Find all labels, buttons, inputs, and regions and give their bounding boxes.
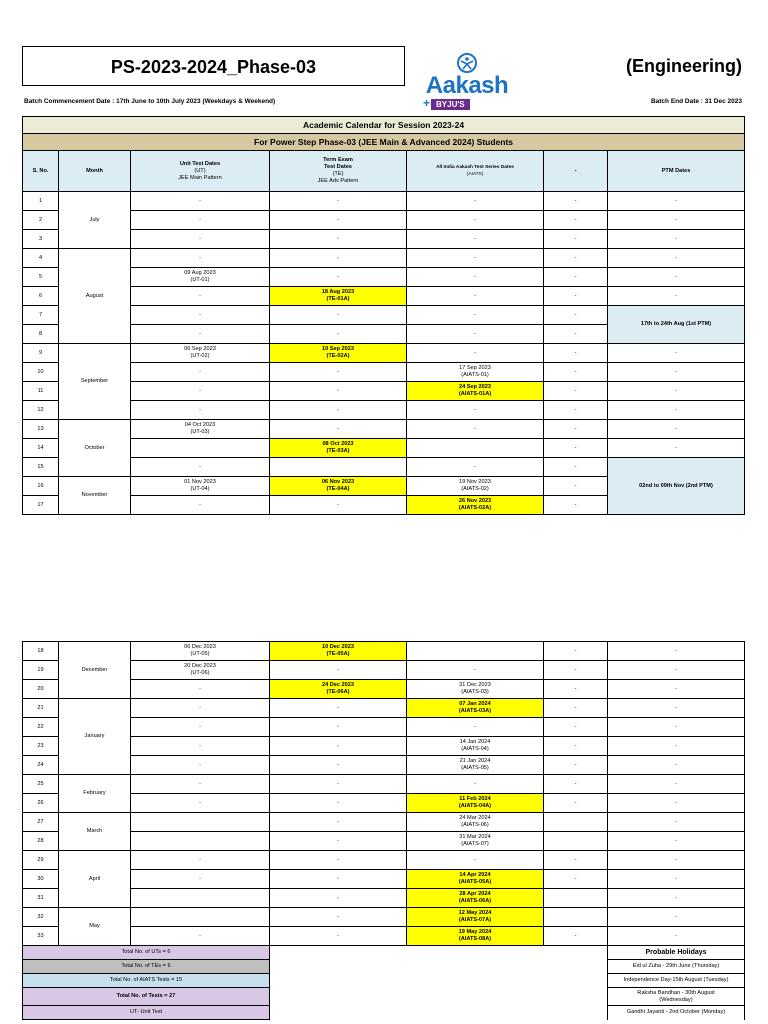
serial-number-cell: 3 xyxy=(23,230,59,249)
unit-test-cell: - xyxy=(131,756,270,775)
term-exam-cell: - xyxy=(270,794,407,813)
summary-cell: Total No. of TEs = 6 xyxy=(23,960,270,974)
aiats-cell: - xyxy=(407,192,544,211)
term-exam-cell: - xyxy=(270,813,407,832)
table-row xyxy=(23,249,745,268)
blank-column-cell: - xyxy=(544,382,608,401)
unit-test-cell: - xyxy=(131,699,270,718)
table-row xyxy=(23,439,745,458)
serial-number-cell: 33 xyxy=(23,927,59,946)
table-row xyxy=(23,851,745,870)
aiats-cell: 24 Sep 2023 (AIATS-01A) xyxy=(407,382,544,401)
aiats-cell: 28 Apr 2024 (AIATS-06A) xyxy=(407,889,544,908)
term-exam-cell: - xyxy=(270,699,407,718)
blank-column-cell: - xyxy=(544,699,608,718)
ptm-cell: - xyxy=(608,249,745,268)
ptm-cell: - xyxy=(608,439,745,458)
aiats-cell: - xyxy=(407,718,544,737)
blank-column-cell: - xyxy=(544,306,608,325)
calendar-subtitle: For Power Step Phase-03 (JEE Main & Advanced 2024) Students xyxy=(23,134,745,151)
serial-number-cell: 31 xyxy=(23,889,59,908)
blank-column-cell: - xyxy=(544,737,608,756)
blank-column-cell: - xyxy=(544,268,608,287)
table-row xyxy=(23,737,745,756)
serial-number-cell: 9 xyxy=(23,344,59,363)
unit-test-cell: - xyxy=(131,870,270,889)
serial-number-cell: 6 xyxy=(23,287,59,306)
ptm-cell: - xyxy=(608,661,745,680)
term-exam-cell: - xyxy=(270,661,407,680)
serial-number-cell: 24 xyxy=(23,756,59,775)
aiats-cell: 19 Nov 2023 (AIATS-02) xyxy=(407,477,544,496)
ptm-cell: - xyxy=(608,382,745,401)
unit-test-cell: - xyxy=(131,382,270,401)
aiats-cell: - xyxy=(407,325,544,344)
aiats-cell: 07 Jan 2024 (AIATS-03A) xyxy=(407,699,544,718)
table-row xyxy=(23,927,745,946)
unit-test-cell: 06 Dec 2023 (UT-05) xyxy=(131,642,270,661)
term-exam-cell: - xyxy=(270,268,407,287)
term-exam-cell: - xyxy=(270,851,407,870)
term-exam-cell: 06 Nov 2023 (TE-04A) xyxy=(270,477,407,496)
serial-number-cell: 18 xyxy=(23,642,59,661)
term-exam-cell: - xyxy=(270,306,407,325)
summary-blank-area xyxy=(270,946,608,1020)
logo-byjus: BYJU'S xyxy=(431,99,470,110)
serial-number-cell: 8 xyxy=(23,325,59,344)
aiats-cell: - xyxy=(407,661,544,680)
serial-number-cell: 22 xyxy=(23,718,59,737)
aakash-logo xyxy=(407,52,527,116)
serial-number-cell: 5 xyxy=(23,268,59,287)
ptm-cell: - xyxy=(608,718,745,737)
unit-test-cell: - xyxy=(131,325,270,344)
col-header-ut: Unit Test Dates (UT) JEE Main Pattern xyxy=(131,151,270,192)
blank-column-cell: - xyxy=(544,756,608,775)
serial-number-cell: 32 xyxy=(23,908,59,927)
aiats-cell: 26 Nov 2023 (AIATS-02A) xyxy=(407,496,544,515)
blank-column-cell: - xyxy=(544,325,608,344)
serial-number-cell: 29 xyxy=(23,851,59,870)
logo-plus: + xyxy=(423,96,431,110)
term-exam-cell: - xyxy=(270,756,407,775)
unit-test-cell: - xyxy=(131,249,270,268)
ptm-cell: - xyxy=(608,889,745,908)
month-cell: September xyxy=(59,344,131,420)
summary-cell: UT- Unit Test xyxy=(23,1006,270,1020)
blank-column-cell: - xyxy=(544,211,608,230)
term-exam-cell: - xyxy=(270,249,407,268)
unit-test-cell: - xyxy=(131,718,270,737)
unit-test-cell xyxy=(131,832,270,851)
aiats-cell: - xyxy=(407,287,544,306)
serial-number-cell: 21 xyxy=(23,699,59,718)
col-header-month: Month xyxy=(59,151,131,192)
blank-column-cell xyxy=(544,813,608,832)
ptm-cell: - xyxy=(608,642,745,661)
blank-column-cell: - xyxy=(544,192,608,211)
ptm-cell: - xyxy=(608,870,745,889)
document-title: PS-2023-2024_Phase-03 xyxy=(22,46,405,86)
ptm-cell: - xyxy=(608,344,745,363)
table-row xyxy=(23,661,745,680)
aiats-cell: 17 Sep 2023 (AIATS-01) xyxy=(407,363,544,382)
serial-number-cell: 1 xyxy=(23,192,59,211)
calendar-table-top xyxy=(22,116,745,515)
aiats-cell: - xyxy=(407,458,544,477)
unit-test-cell: - xyxy=(131,363,270,382)
serial-number-cell: 28 xyxy=(23,832,59,851)
serial-number-cell: 14 xyxy=(23,439,59,458)
blank-column-cell: - xyxy=(544,287,608,306)
unit-test-cell: - xyxy=(131,496,270,515)
ptm-dates-cell: 17th to 24th Aug (1st PTM) xyxy=(608,306,745,344)
serial-number-cell: 27 xyxy=(23,813,59,832)
term-exam-cell: - xyxy=(270,737,407,756)
holiday-cell: Raksha Bandhan - 30th August (Wednesday) xyxy=(608,988,745,1006)
month-cell: May xyxy=(59,908,131,946)
blank-column-cell: - xyxy=(544,794,608,813)
unit-test-cell: - xyxy=(131,458,270,477)
aiats-cell: - xyxy=(407,401,544,420)
aiats-cell xyxy=(407,642,544,661)
aiats-cell: 24 Mar 2024 (AIATS-06) xyxy=(407,813,544,832)
serial-number-cell: 13 xyxy=(23,420,59,439)
ptm-cell: - xyxy=(608,363,745,382)
aiats-cell: - xyxy=(407,420,544,439)
table-row xyxy=(23,382,745,401)
blank-column-cell xyxy=(544,832,608,851)
blank-column-cell: - xyxy=(544,718,608,737)
ptm-cell: - xyxy=(608,775,745,794)
col-header-sno: S. No. xyxy=(23,151,59,192)
table-row xyxy=(23,268,745,287)
serial-number-cell: 2 xyxy=(23,211,59,230)
term-exam-cell: 10 Dec 2023 (TE-05A) xyxy=(270,642,407,661)
unit-test-cell: - xyxy=(131,680,270,699)
term-exam-cell: - xyxy=(270,718,407,737)
ptm-cell: - xyxy=(608,851,745,870)
aiats-cell: 21 Jan 2024 (AIATS-05) xyxy=(407,756,544,775)
aiats-cell: - xyxy=(407,249,544,268)
calendar-title: Academic Calendar for Session 2023-24 xyxy=(23,117,745,134)
term-exam-cell: - xyxy=(270,363,407,382)
holiday-cell: Gandhi Jayanti - 2nd October (Monday) xyxy=(608,1006,745,1020)
month-cell: November xyxy=(59,477,131,515)
aiats-cell: 11 Feb 2024 (AIATS-04A) xyxy=(407,794,544,813)
term-exam-cell: - xyxy=(270,420,407,439)
blank-column-cell: - xyxy=(544,363,608,382)
table-row xyxy=(23,287,745,306)
unit-test-cell: 04 Oct 2023 (UT-03) xyxy=(131,420,270,439)
table-row xyxy=(23,192,745,211)
table-row xyxy=(23,832,745,851)
ptm-cell: - xyxy=(608,699,745,718)
stream-label: (Engineering) xyxy=(626,56,742,76)
summary-row xyxy=(23,946,745,960)
holiday-cell: Eid ul Zuha - 29th June (Thursday) xyxy=(608,960,745,974)
aiats-cell: 14 Apr 2024 (AIATS-05A) xyxy=(407,870,544,889)
serial-number-cell: 15 xyxy=(23,458,59,477)
term-exam-cell xyxy=(270,458,407,477)
unit-test-cell: 20 Dec 2023 (UT-06) xyxy=(131,661,270,680)
blank-column-cell: - xyxy=(544,870,608,889)
blank-column-cell xyxy=(544,908,608,927)
col-header-te: Term Exam Test Dates (TE) JEE Adv Pattern xyxy=(270,151,407,192)
table-row xyxy=(23,794,745,813)
serial-number-cell: 7 xyxy=(23,306,59,325)
serial-number-cell: 20 xyxy=(23,680,59,699)
table-row xyxy=(23,420,745,439)
serial-number-cell: 16 xyxy=(23,477,59,496)
col-header-blank: - xyxy=(544,151,608,192)
term-exam-cell: - xyxy=(270,325,407,344)
serial-number-cell: 10 xyxy=(23,363,59,382)
serial-number-cell: 25 xyxy=(23,775,59,794)
batch-end-date: Batch End Date : 31 Dec 2023 xyxy=(650,98,742,105)
unit-test-cell: 01 Nov 2023 (UT-04) xyxy=(131,477,270,496)
unit-test-cell: 09 Aug 2023 (UT-01) xyxy=(131,268,270,287)
table-row xyxy=(23,889,745,908)
ptm-cell: - xyxy=(608,211,745,230)
month-cell: July xyxy=(59,192,131,249)
unit-test-cell xyxy=(131,908,270,927)
ptm-cell: - xyxy=(608,794,745,813)
summary-cell: Total No. of Tests = 27 xyxy=(23,988,270,1006)
col-header-ptm: PTM Dates xyxy=(608,151,745,192)
logo-wordmark: Aakash xyxy=(425,72,509,99)
term-exam-cell: - xyxy=(270,230,407,249)
aiats-cell: 31 Mar 2024 (AIATS-07) xyxy=(407,832,544,851)
table-row xyxy=(23,363,745,382)
unit-test-cell: - xyxy=(131,927,270,946)
unit-test-cell: - xyxy=(131,794,270,813)
summary-cell: Total No. of AIATS Tests = 15 xyxy=(23,974,270,988)
term-exam-cell: 24 Dec 2023 (TE-06A) xyxy=(270,680,407,699)
summary-cell: Total No. of UTs = 6 xyxy=(23,946,270,960)
blank-column-cell: - xyxy=(544,642,608,661)
ptm-cell: - xyxy=(608,192,745,211)
term-exam-cell: - xyxy=(270,382,407,401)
term-exam-cell: - xyxy=(270,401,407,420)
calendar-table-bottom xyxy=(22,641,745,1020)
holiday-cell: Probable Holidays xyxy=(608,946,745,960)
ptm-cell: - xyxy=(608,832,745,851)
aiats-cell: 19 May 2024 (AIATS-08A) xyxy=(407,927,544,946)
table-row xyxy=(23,230,745,249)
table-row xyxy=(23,813,745,832)
aiats-cell: - xyxy=(407,344,544,363)
ptm-cell: - xyxy=(608,420,745,439)
blank-column-cell: - xyxy=(544,661,608,680)
month-cell: December xyxy=(59,642,131,699)
ptm-cell: - xyxy=(608,230,745,249)
table-row xyxy=(23,775,745,794)
table-row xyxy=(23,699,745,718)
table-row xyxy=(23,401,745,420)
ptm-cell: - xyxy=(608,680,745,699)
blank-column-cell: - xyxy=(544,401,608,420)
unit-test-cell xyxy=(131,439,270,458)
unit-test-cell: - xyxy=(131,851,270,870)
serial-number-cell: 19 xyxy=(23,661,59,680)
term-exam-cell: - xyxy=(270,775,407,794)
unit-test-cell xyxy=(131,813,270,832)
ptm-cell: - xyxy=(608,401,745,420)
serial-number-cell: 26 xyxy=(23,794,59,813)
ptm-cell: - xyxy=(608,908,745,927)
blank-column-cell: - xyxy=(544,477,608,496)
table-row xyxy=(23,680,745,699)
serial-number-cell: 23 xyxy=(23,737,59,756)
table-row xyxy=(23,344,745,363)
month-cell: January xyxy=(59,699,131,775)
term-exam-cell: - xyxy=(270,832,407,851)
ptm-cell: - xyxy=(608,268,745,287)
table-row xyxy=(23,458,745,477)
batch-commencement: Batch Commencement Date : 17th June to 10th July 2023 (Weekdays & Weekend) xyxy=(24,98,276,105)
table-row xyxy=(23,642,745,661)
month-cell: April xyxy=(59,851,131,908)
term-exam-cell: - xyxy=(270,496,407,515)
unit-test-cell: - xyxy=(131,230,270,249)
aiats-cell xyxy=(407,439,544,458)
table-row xyxy=(23,870,745,889)
term-exam-cell: 08 Oct 2023 (TE-03A) xyxy=(270,439,407,458)
aiats-cell: - xyxy=(407,851,544,870)
table-row xyxy=(23,908,745,927)
table-row xyxy=(23,306,745,325)
term-exam-cell: - xyxy=(270,927,407,946)
blank-column-cell: - xyxy=(544,927,608,946)
ptm-cell: - xyxy=(608,813,745,832)
aiats-cell: 31 Dec 2023 (AIATS-03) xyxy=(407,680,544,699)
term-exam-cell: - xyxy=(270,870,407,889)
ptm-cell: - xyxy=(608,756,745,775)
unit-test-cell: 06 Sep 2023 (UT-02) xyxy=(131,344,270,363)
unit-test-cell: - xyxy=(131,401,270,420)
blank-column-cell: - xyxy=(544,249,608,268)
blank-column-cell: - xyxy=(544,851,608,870)
holiday-cell: Independence Day-15th August (Tuesday) xyxy=(608,974,745,988)
unit-test-cell xyxy=(131,889,270,908)
ptm-cell: - xyxy=(608,927,745,946)
blank-column-cell: - xyxy=(544,420,608,439)
table-row xyxy=(23,756,745,775)
blank-column-cell: - xyxy=(544,344,608,363)
aiats-cell: 14 Jan 2024 (AIATS-04) xyxy=(407,737,544,756)
blank-column-cell: - xyxy=(544,439,608,458)
term-exam-cell: - xyxy=(270,889,407,908)
aiats-cell: 12 May 2024 (AIATS-07A) xyxy=(407,908,544,927)
serial-number-cell: 12 xyxy=(23,401,59,420)
serial-number-cell: 4 xyxy=(23,249,59,268)
serial-number-cell: 17 xyxy=(23,496,59,515)
blank-column-cell: - xyxy=(544,230,608,249)
aiats-cell: - xyxy=(407,268,544,287)
term-exam-cell: - xyxy=(270,908,407,927)
table-row xyxy=(23,211,745,230)
term-exam-cell: - xyxy=(270,211,407,230)
ptm-cell: - xyxy=(608,737,745,756)
term-exam-cell: 10 Sep 2023 (TE-02A) xyxy=(270,344,407,363)
table-row xyxy=(23,718,745,737)
aiats-cell: - xyxy=(407,211,544,230)
month-cell: August xyxy=(59,249,131,344)
blank-column-cell: - xyxy=(544,775,608,794)
blank-column-cell: - xyxy=(544,458,608,477)
month-cell: March xyxy=(59,813,131,851)
unit-test-cell: - xyxy=(131,737,270,756)
unit-test-cell: - xyxy=(131,211,270,230)
aiats-cell: - xyxy=(407,230,544,249)
blank-column-cell xyxy=(544,889,608,908)
blank-column-cell: - xyxy=(544,496,608,515)
unit-test-cell: - xyxy=(131,775,270,794)
month-cell: October xyxy=(59,420,131,477)
aiats-cell: - xyxy=(407,775,544,794)
blank-column-cell: - xyxy=(544,680,608,699)
unit-test-cell: - xyxy=(131,192,270,211)
ptm-cell: - xyxy=(608,287,745,306)
term-exam-cell: 18 Aug 2023 (TE-01A) xyxy=(270,287,407,306)
col-header-aiats: All India Aakash Test Series Dates (AIATS) xyxy=(407,151,544,192)
unit-test-cell: - xyxy=(131,306,270,325)
serial-number-cell: 30 xyxy=(23,870,59,889)
aiats-cell: - xyxy=(407,306,544,325)
ptm-dates-cell: 02nd to 09th Nov (2nd PTM) xyxy=(608,458,745,515)
unit-test-cell: - xyxy=(131,287,270,306)
serial-number-cell: 11 xyxy=(23,382,59,401)
term-exam-cell: - xyxy=(270,192,407,211)
month-cell: February xyxy=(59,775,131,813)
